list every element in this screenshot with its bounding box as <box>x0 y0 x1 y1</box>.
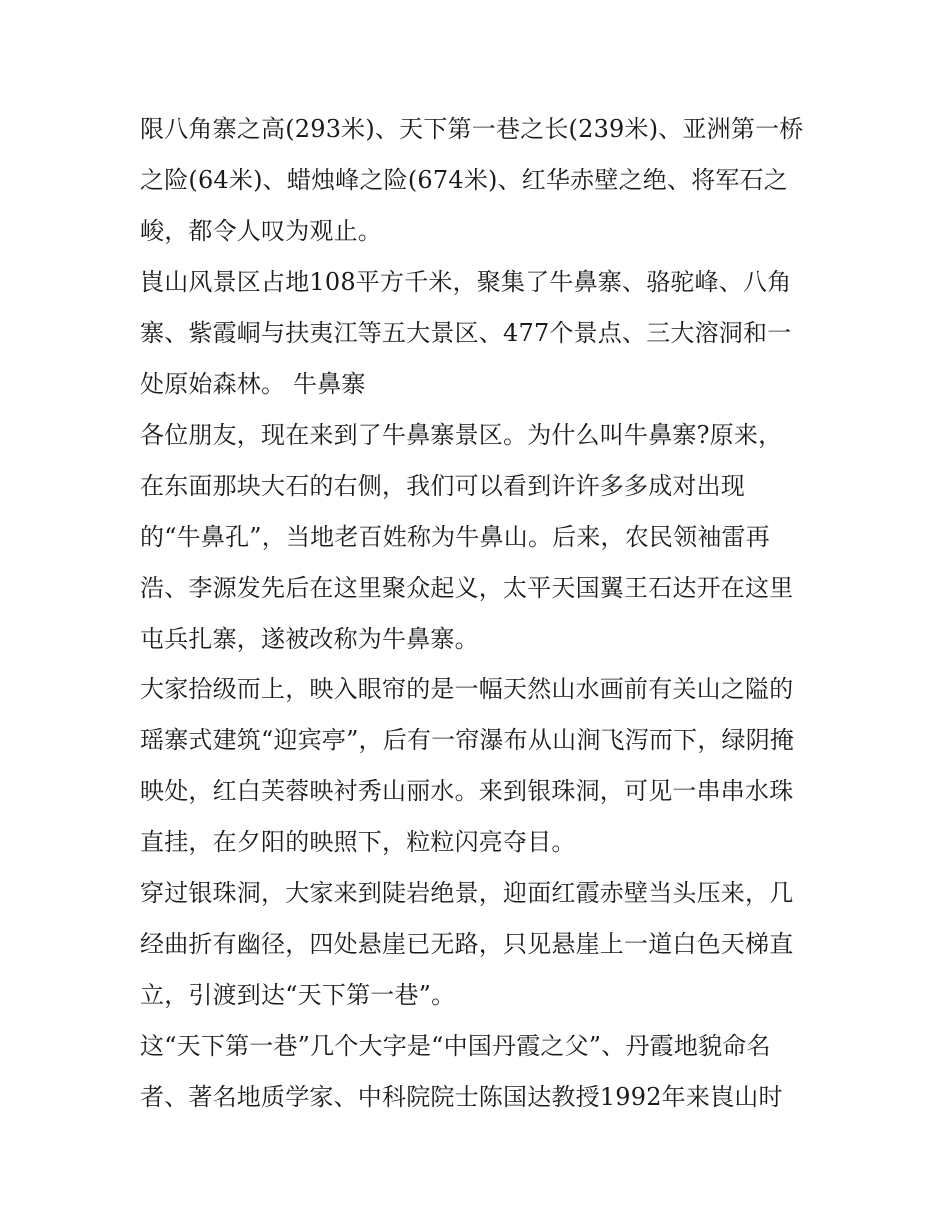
text-line: 直挂，在夕阳的映照下，粒粒闪亮夺目。 <box>140 828 576 856</box>
text-line: 这“天下第一巷”几个大字是“中国丹霞之父”、丹霞地貌命名 <box>140 1032 771 1060</box>
text-line: 限八角寨之高(293米)、天下第一巷之长(239米)、亚洲第一桥 <box>140 115 804 143</box>
text-line: 的“牛鼻孔”，当地老百姓称为牛鼻山。后来，农民领袖雷再 <box>140 523 770 551</box>
text-line: 崀山风景区占地108平方千米，聚集了牛鼻寨、骆驼峰、八角 <box>140 268 792 296</box>
text-line: 寨、紫霞峒与扶夷江等五大景区、477个景点、三大溶洞和一 <box>140 319 792 347</box>
text-line: 浩、李源发先后在这里聚众起义，太平天国翼王石达开在这里 <box>140 574 794 602</box>
text-line: 各位朋友，现在来到了牛鼻寨景区。为什么叫牛鼻寨?原来， <box>140 421 783 449</box>
text-line: 立，引渡到达“天下第一巷”。 <box>140 981 456 1009</box>
text-line: 瑶寨式建筑“迎宾亭”，后有一帘瀑布从山涧飞泻而下，绿阴掩 <box>140 726 795 754</box>
text-line: 穿过银珠洞，大家来到陡岩绝景，迎面红霞赤壁当头压来，几 <box>140 879 794 907</box>
text-line: 处原始森林。 牛鼻寨 <box>140 370 366 398</box>
text-line: 经曲折有幽径，四处悬崖已无路，只见悬崖上一道白色天梯直 <box>140 930 794 958</box>
text-line: 峻，都令人叹为观止。 <box>140 217 382 245</box>
text-line: 者、著名地质学家、中科院院士陈国达教授1992年来崀山时 <box>140 1083 783 1111</box>
text-line: 在东面那块大石的右侧，我们可以看到许许多多成对出现 <box>140 472 745 500</box>
text-line: 映处，红白芙蓉映衬秀山丽水。来到银珠洞，可见一串串水珠 <box>140 777 794 805</box>
text-line: 之险(64米)、蜡烛峰之险(674米)、红华赤壁之绝、将军石之 <box>140 166 788 194</box>
text-line: 大家拾级而上，映入眼帘的是一幅天然山水画前有关山之隘的 <box>140 675 794 703</box>
text-line: 屯兵扎寨，遂被改称为牛鼻寨。 <box>140 625 479 653</box>
